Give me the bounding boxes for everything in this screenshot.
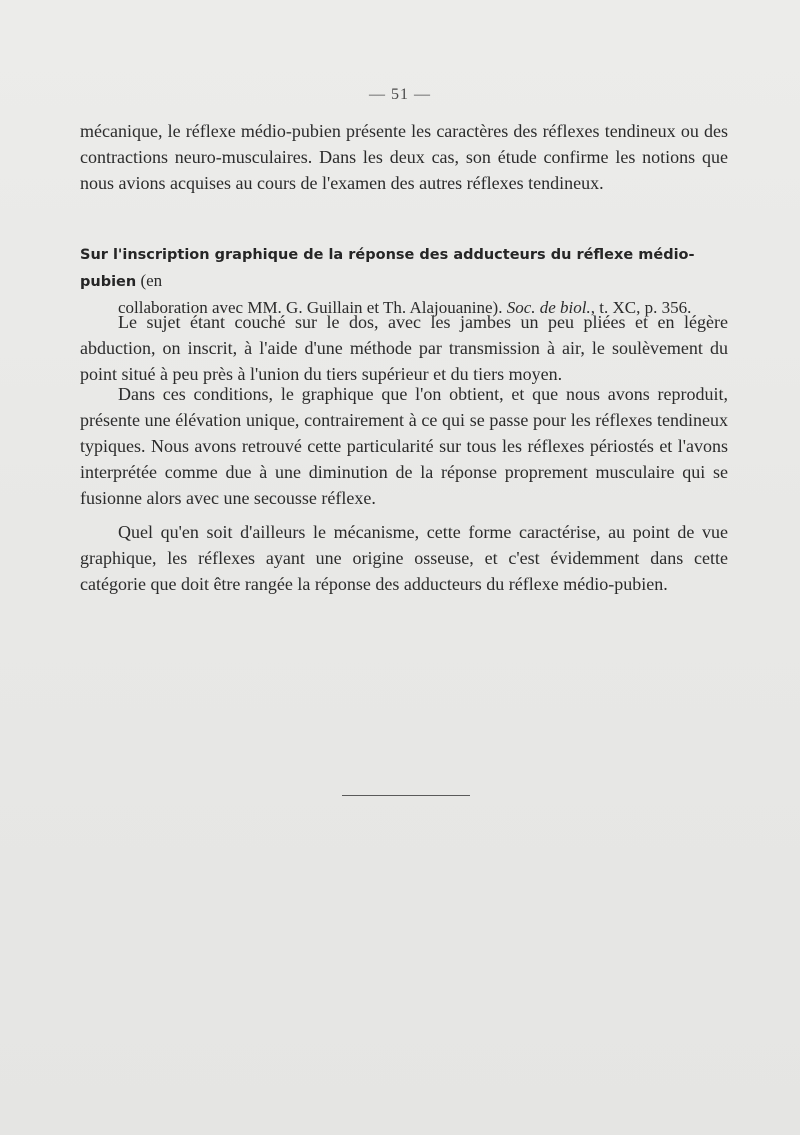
entry-journal: Soc. de biol. (506, 298, 591, 317)
section-divider-rule (342, 795, 470, 796)
entry-paren-open: (en (136, 271, 163, 290)
entry-authors: collaboration avec MM. G. Guillain et Th. Alajouanine). (118, 298, 503, 317)
paragraph-continuation: mécanique, le réflexe médio-pubien présente les caractères des réflexes tendineux ou des contractions neuro-musculaires. Dans les deux cas, son étude confirme les notions que nous avions acquises au cours de l'examen des autres réflexes tendineux. (80, 121, 728, 193)
entry-title: Sur l'inscription graphique de la réponse des adducteurs du réflexe médio-pubien (80, 247, 695, 290)
paragraph-results: Dans ces conditions, le graphique que l'on obtient, et que nous avons reproduit, présente une élévation unique, contrairement à ce qui se passe pour les réflexes tendineux typiques. Nous avons retrouvé cette particularité sur tous les réflexes périostés et l'avons interprétée comme due à une diminution de la réponse proprement musculaire qui se fusionne alors avec une secousse réflexe. (80, 384, 728, 508)
paragraph-conclusion: Quel qu'en soit d'ailleurs le mécanisme, cette forme caractérise, au point de vue graphique, les réflexes ayant une origine osseuse, et c'est évidemment dans cette catégorie que doit être rangée la réponse des adducteurs du réflexe médio-pubien. (80, 522, 728, 594)
paragraph-method: Le sujet étant couché sur le dos, avec les jambes un peu pliées et en légère abduction, on inscrit, à l'aide d'une méthode par transmission à air, le soulèvement du point situé à peu près à l'union du tiers supérieur et du tiers moyen. (80, 312, 728, 384)
entry-reference: , t. XC, p. 356. (590, 298, 692, 317)
page-number: — 51 — (369, 86, 431, 103)
